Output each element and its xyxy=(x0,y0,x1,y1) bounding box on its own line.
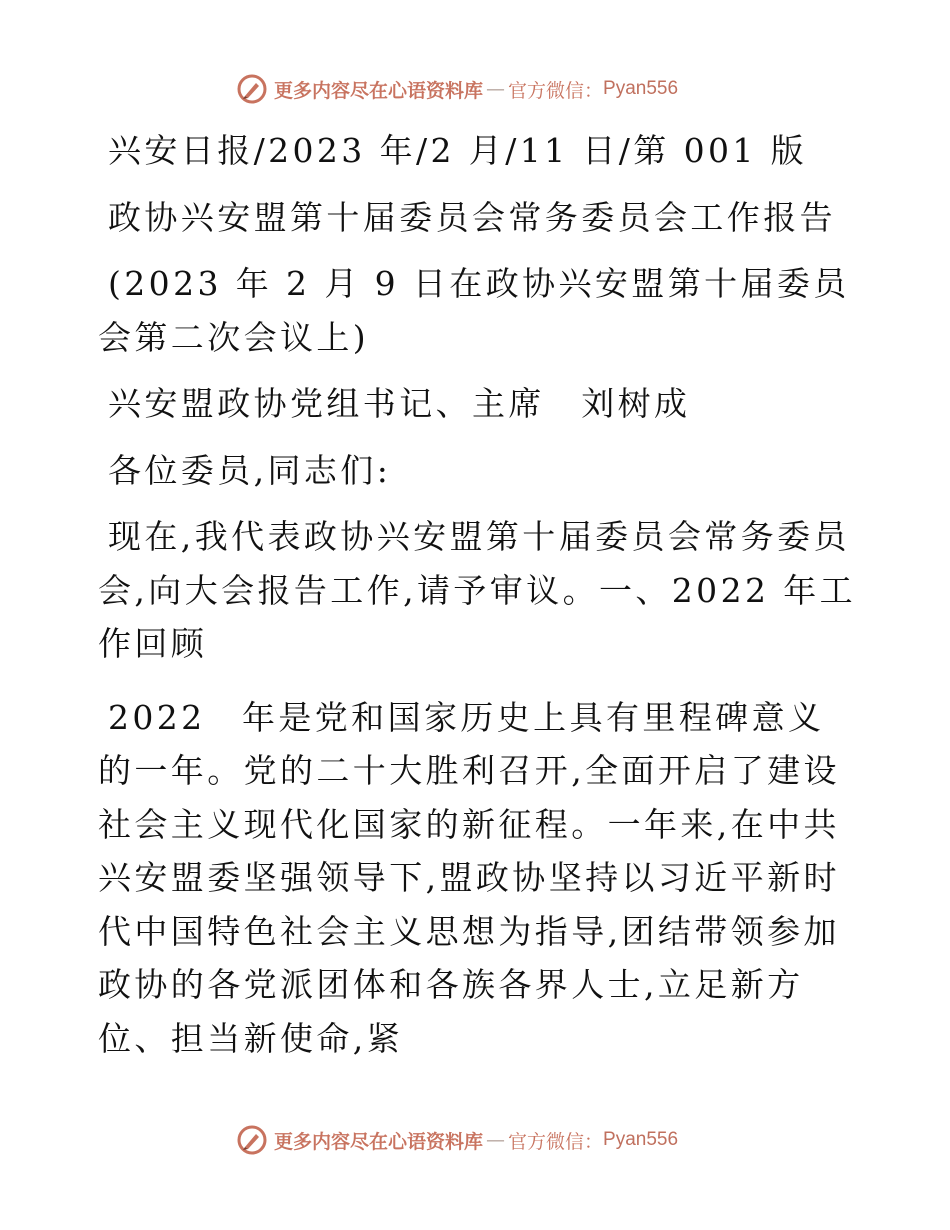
dateline: 兴安日报/2023 年/2 月/11 日/第 001 版 xyxy=(108,131,808,170)
paragraph-opening: 现在,我代表政协兴安盟第十届委员会常务委员会,向大会报告工作,请予审议。一、2022 年工作回顾 xyxy=(98,517,857,663)
watermark-wechat-account: Pyan556 xyxy=(603,78,679,99)
document-body xyxy=(98,124,858,1065)
watermark-banner-bottom xyxy=(236,1123,678,1157)
document-subtitle: (2023 年 2 月 9 日在政协兴安盟第十届委员会第二次会议上) xyxy=(98,264,850,357)
pen-circle-icon xyxy=(236,73,268,105)
watermark-wechat-account: Pyan556 xyxy=(603,1129,679,1150)
author-line: 兴安盟政协党组书记、主席 刘树成 xyxy=(108,384,691,423)
paragraph-review: 2022 年是党和国家历史上具有里程碑意义的一年。党的二十大胜利召开,全面开启了建设社会主义现代化国家的新征程。一年来,在中共兴安盟委坚强领导下,盟政协坚持以习近平新时代中国特色社会主义思想为指导,团结带领参加政协的各党派团体和各族各界人士,立足新方位、担当新使命,紧 xyxy=(98,697,840,1058)
watermark-text: 更多内容尽在心语资料库 xyxy=(274,79,484,102)
document-title: 政协兴安盟第十届委员会常务委员会工作报告 xyxy=(108,197,836,237)
salutation: 各位委员,同志们: xyxy=(108,450,392,490)
watermark-wechat-label: 官方微信： xyxy=(508,1130,604,1153)
watermark-separator: — xyxy=(486,1129,506,1151)
pen-circle-icon xyxy=(236,1124,268,1156)
watermark-separator: — xyxy=(486,78,506,100)
watermark-banner-top xyxy=(236,72,678,106)
watermark-text: 更多内容尽在心语资料库 xyxy=(274,1130,484,1153)
watermark-wechat-label: 官方微信： xyxy=(508,79,604,102)
